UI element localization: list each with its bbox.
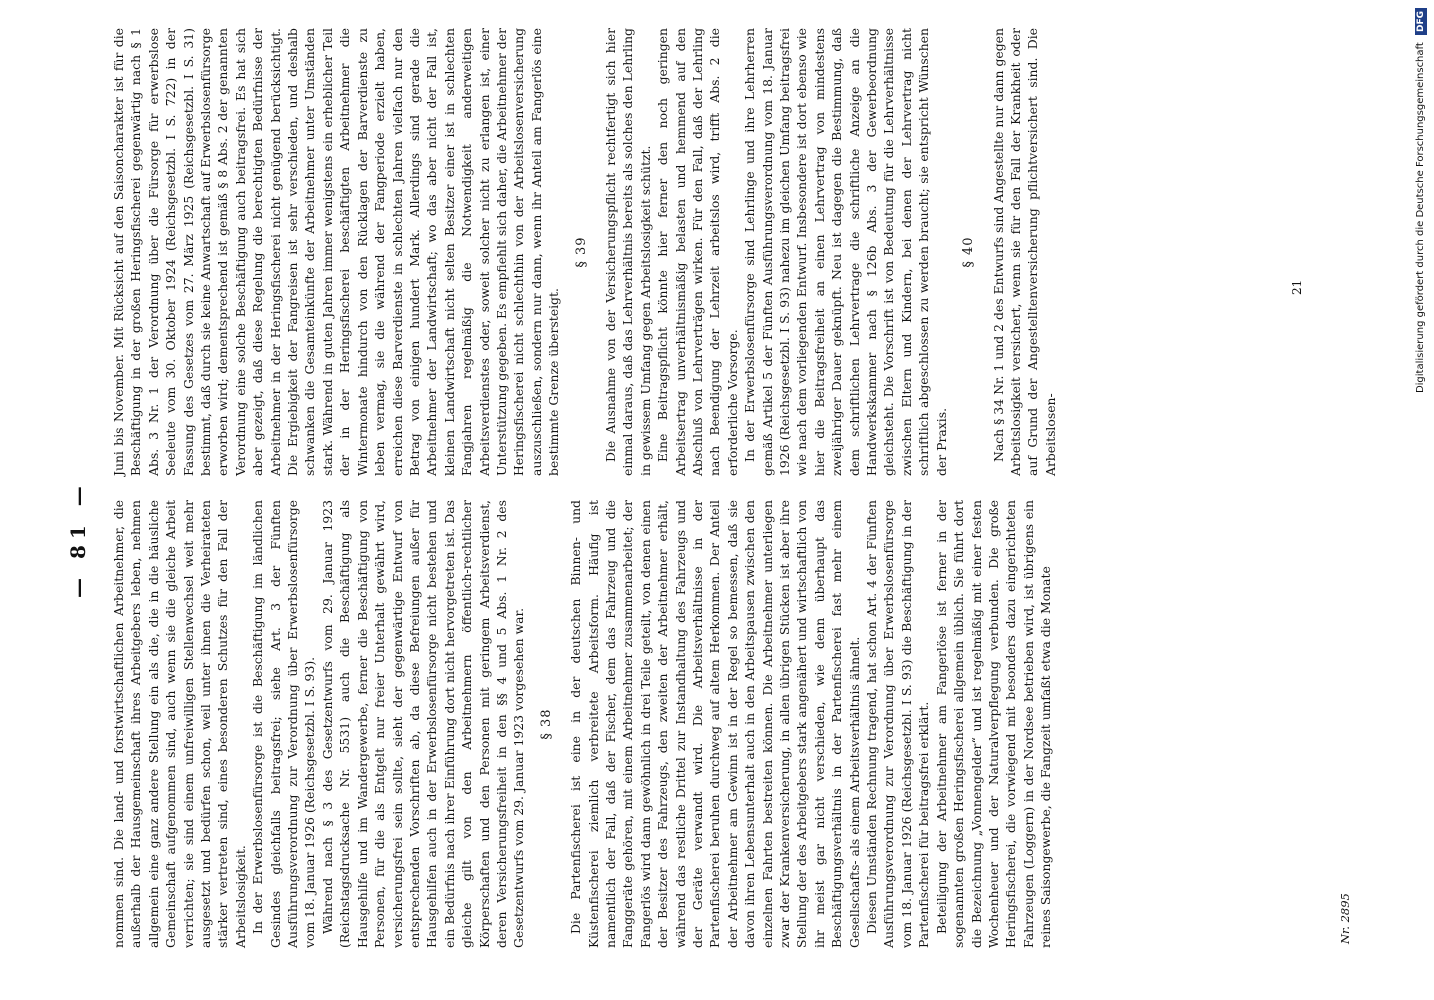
paragraph: Diesen Umständen Rechnung tragend, hat schon Art. 4 der Fünften Ausführungsverordnung zur Verordnung über Erwerbslosenfürsorge vom 18. Januar 1926 (Reichsgesetzbl. I S. 93) die Beschäftigung in der Partenfischerei für beitragsfrei erklärt. <box>864 500 932 948</box>
paragraph: Nach § 34 Nr. 1 und 2 des Entwurfs sind Angestellte nur dann gegen Arbeitslosigkeit versichert, wenn sie für den Fall der Krankheit oder auf Grund der Angestelltenversicherung pflichtversichert sind. Die Arbeitslosen- <box>990 28 1058 476</box>
paragraph: In der Erwerbslosenfürsorge sind Lehrlinge und ihre Lehrherren gemäß Artikel 5 der Fünften Ausführungsverordnung vom 18. Januar 1926 (Reichsgesetzbl. I S. 93) nahezu im gleichen Umfang beitragsfrei wie nach dem vorliegenden Entwurf. Insbesondere ist dort ebenso wie hier die Beitragsfreiheit an einen Lehrvertrag von mindestens zweijähriger Dauer geknüpft. Neu ist dagegen die Bestimmung, daß dem schriftlichen Lehrvertrage die schriftliche Anzeige an die Handwerkskammer nach § 126b Abs. 3 der Gewerbeordnung gleichsteht. Die Vorschrift ist von Bedeutung für die Lehrverhältnisse zwischen Eltern und Kindern, bei denen der Lehrvertrag nicht schriftlich abgeschlossen zu werden braucht; sie entspricht Wünschen der Praxis. <box>742 28 949 476</box>
paragraph: nommen sind. Die land- und forstwirtschaftlichen Arbeitnehmer, die außerhalb der Hausgemeinschaft ihres Arbeitgebers leben, nehmen allgemein eine ganz andere Stellung ein als die, die in die häusliche Gemeinschaft aufgenommen sind, auch wenn sie die gleiche Arbeit verrichten; sie sind einem unfreiwilligen Stellenwechsel weit mehr ausgesetzt und bedürfen schon, weil unter ihnen die Verheirateten stärker vertreten sind, eines besonderen Schutzes für den Fall der Arbeitslosigkeit. <box>111 500 248 948</box>
credit-text: Digitalisierung gefördert durch die Deutsche Forschungsgemeinschaft <box>1415 42 1426 394</box>
digitization-credit <box>1408 0 1434 1000</box>
left-column <box>110 500 1055 948</box>
right-column <box>110 28 1059 476</box>
section-heading: § 40 <box>961 236 977 268</box>
dfg-logo: DFG <box>1415 8 1427 35</box>
paragraph: Die Ausnahme von der Versicherungspflicht rechtfertigt sich hier einmal daraus, daß das Lehrverhältnis bereits als solches den Lehrling in gewissem Umfang gegen Arbeitslosigkeit schützt. <box>602 28 653 476</box>
paragraph: Während nach § 3 des Gesetzentwurfs vom 29. Januar 1923 (Reichstagsdrucksache Nr. 5531) auch die Beschäftigung als Hausgehilfe und im Wandergewerbe, ferner die Beschäftigung von Personen, für die als Entgelt nur freier Unterhalt gewährt wird, versicherungsfrei sein sollte, sieht der gegenwärtige Entwurf von entsprechenden Vorschriften ab, da diese Befreiungen außer für Hausgehilfen auch in der Erwerbslosenfürsorge nicht bestehen und ein Bedürfnis nach ihrer Einführung dort nicht hervorgetreten ist. Das gleiche gilt von den Arbeitnehmern öffentlich-rechtlicher Körperschaften und den Personen mit geringem Arbeitsverdienst, deren Versicherungsfreiheit in den §§ 4 und 5 Abs. 1 Nr. 2 des Gesetzentwurfs vom 29. Januar 1923 vorgesehen war. <box>319 500 527 948</box>
paragraph: Eine Beitragspflicht könnte hier ferner den noch geringen Arbeitsertrag unverhältnismäßig belasten und hemmend auf den Abschluß von Lehrverträgen wirken. Für den Fall, daß der Lehrling nach Beendigung der Lehrzeit arbeitslos wird, trifft Abs. 2 die erforderliche Vorsorge. <box>655 28 740 476</box>
paragraph: In der Erwerbslosenfürsorge ist die Beschäftigung im ländlichen Gesindes gleichfalls beitragsfrei; siehe Art. 3 der Fünften Ausführungsverordnung zur Verordnung über Erwerbslosenfürsorge vom 18. Januar 1926 (Reichsgesetzbl. I S. 93). <box>250 500 318 948</box>
paragraph: Die Partenfischerei ist eine in der deutschen Binnen- und Küstenfischerei ziemlich verbreitete Arbeitsform. Häufig ist namentlich der Fall, daß der Fischer, dem das Fahrzeug und die Fanggeräte gehören, mit einem Arbeitnehmer zusammenarbeitet; der Fangerlös wird dann gewöhnlich in drei Teile geteilt, von denen einen der Besitzer des Fahrzeugs, den zweiten der Arbeitnehmer erhält, während das restliche Drittel zur Instandhaltung des Fahrzeugs und der Geräte verwandt wird. Die Arbeitsverhältnisse in der Partenfischerei beruhen durchweg auf altem Herkommen. Der Anteil der Arbeitnehmer am Gewinn ist in der Regel so bemessen, daß sie davon ihren Lebensunterhalt auch in den Arbeitspausen zwischen den einzelnen Fahrten bestreiten können. Die Arbeitnehmer unterliegen zwar der Krankenversicherung, in allen übrigen Stücken ist aber ihre Stellung der des Arbeitgebers stark angenähert und wirtschaftlich von ihr meist gar nicht verschieden, wie denn überhaupt das Beschäftigungsverhältnis in der Partenfischerei fast mehr einem Gesellschafts- als einem Arbeitsverhältnis ähnelt. <box>568 500 862 948</box>
page-header-number: — 81 — <box>66 480 90 598</box>
section-heading: § 39 <box>573 236 589 268</box>
printer-mark: Nr. 2895 <box>1338 893 1352 944</box>
paragraph: Beteiligung der Arbeitnehmer am Fangerlöse ist ferner in der sogenannten großen Heringsfischerei allgemein üblich. Sie führt dort die Bezeichnung „Vonnengelder“ und ist regelmäßig mit einer festen Wochenheuer und der Naturalverpflegung verbunden. Die große Heringsfischerei, die vorwiegend mit besonders dazu eingerichteten Fahrzeugen (Loggern) in der Nordsee betrieben wird, ist übrigens ein reines Saisongewerbe, die Fangzeit umfaßt etwa die Monate <box>933 500 1054 948</box>
page-footer-number: 21 <box>1290 279 1304 295</box>
section-heading: § 38 <box>538 708 554 740</box>
paragraph: Juni bis November. Mit Rücksicht auf den Saisoncharakter ist für die Beschäftigung in der großen Heringsfischerei gegenwärtig nach § 1 Abs. 3 Nr. 1 der Verordnung über die Fürsorge für erwerbslose Seeleute vom 30. Oktober 1924 (Reichsgesetzbl. I S. 722) in der Fassung des Gesetzes vom 27. März 1925 (Reichsgesetzbl. I S. 31) bestimmt, daß durch sie keine Anwartschaft auf Erwerbslosenfürsorge erworben wird; dementsprechend ist gemäß § 8 Abs. 2 der genannten Verordnung eine solche Beschäftigung auch beitragsfrei. Es hat sich aber gezeigt, daß diese Regelung die berechtigten Bedürfnisse der Arbeitnehmer in der Heringsfischerei nicht genügend berücksichtigt. Die Ergiebigkeit der Fangreisen ist sehr verschieden, und deshalb schwanken die Gesamteinkünfte der Arbeitnehmer unter Umständen stark. Während in guten Jahren immer wenigstens ein erheblicher Teil der in der Heringsfischerei beschäftigten Arbeitnehmer die Wintermonate hindurch von den Rücklagen der Barverdienste zu leben vermag, sie die während der Fangperiode erzielt haben, erreichen diese Barverdienste in schlechten Jahren vielfach nur den Betrag von einigen hundert Mark. Allerdings sind gerade die Arbeitnehmer der Landwirtschaft; wo das aber nicht der Fall ist, kleinen Landwirtschaft nicht selten Besitzer einer ist in schlechten Fangjahren regelmäßig die Notwendigkeit anderweitigen Arbeitsverdienstes oder, soweit solcher nicht zu erlangen ist, einer Unterstützung gegeben. Es empfiehlt sich daher, die Arbeitnehmer der Heringsfischerei nicht schlechthin von der Arbeitslosenversicherung auszuschließen, sondern nur dann, wenn ihr Anteil am Fangerlös eine bestimmte Grenze übersteigt. <box>111 28 562 476</box>
